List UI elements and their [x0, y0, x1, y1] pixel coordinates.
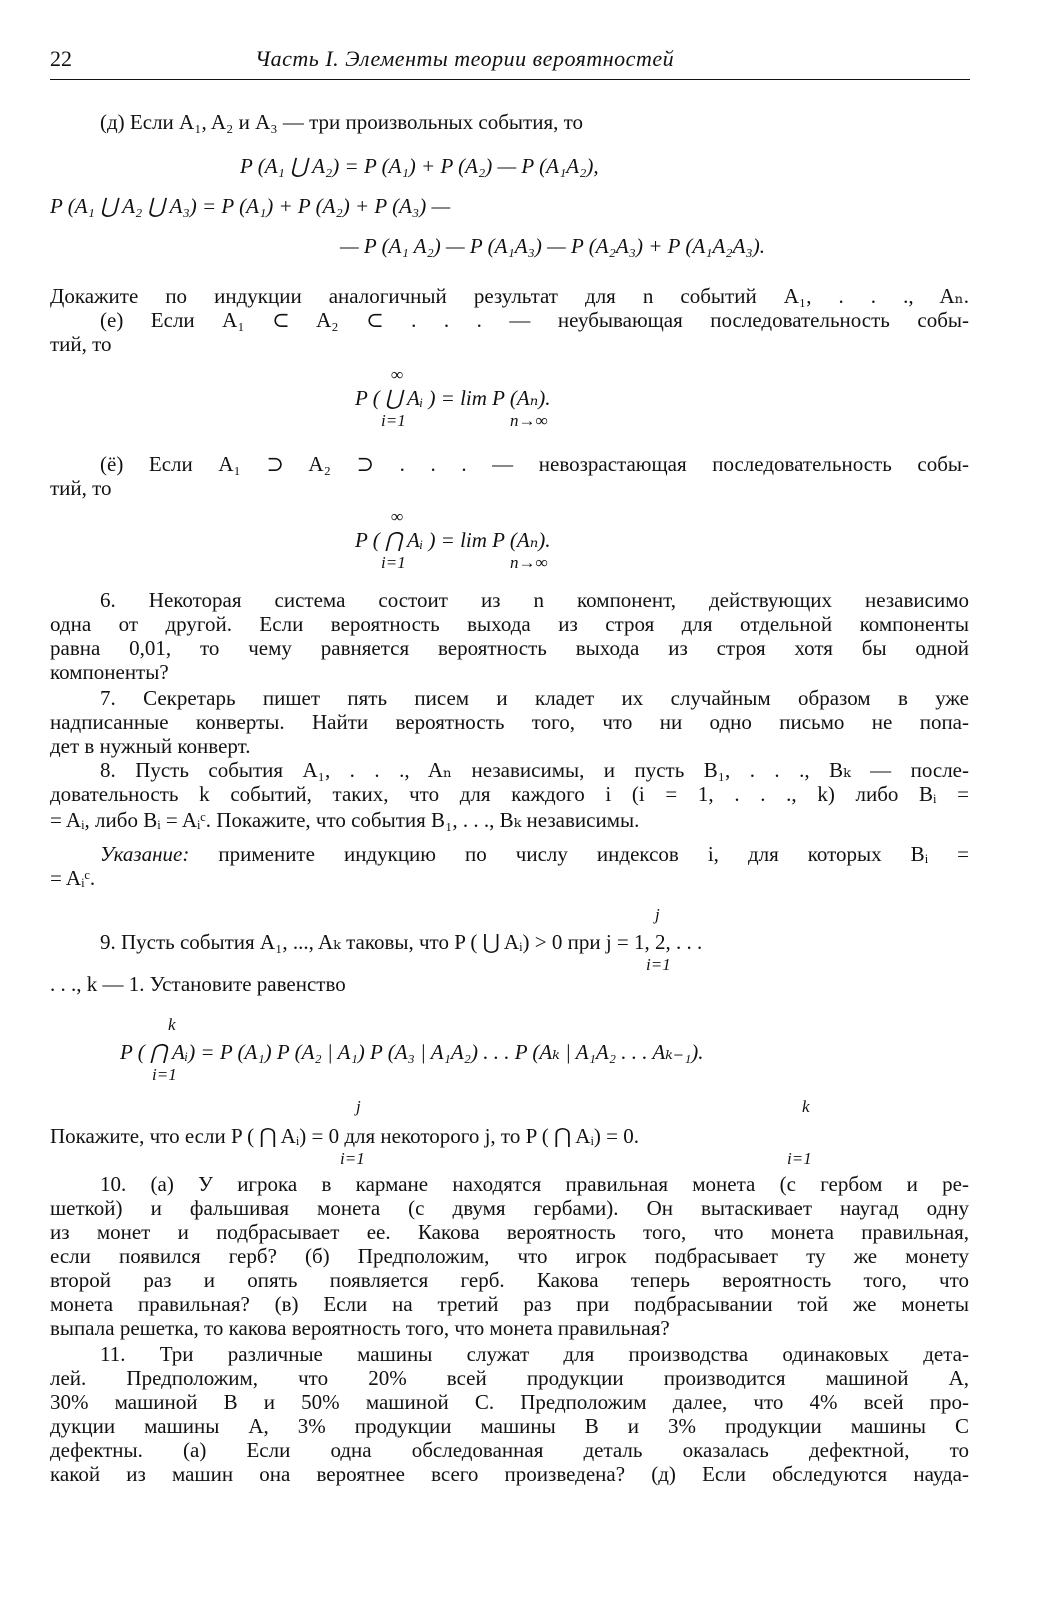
item-yo-formula: P ( ⋂ Aᵢ ) = lim P (Aₙ).	[355, 528, 551, 552]
item-yo-line-1: (ё) Если A₁ ⊃ A₂ ⊃ . . . — невозрастающая последовательность собы-	[100, 452, 969, 476]
problem-6-line-1: 6. Некоторая система состоит из n компонент, действующих независимо	[100, 588, 969, 612]
problem-11-line-6: какой из машин она вероятнее всего произведена? (д) Если обследуются науда-	[50, 1462, 969, 1486]
problem-9-show-lower-2: i=1	[787, 1149, 812, 1168]
header-rule	[50, 79, 970, 80]
problem-8-hint	[100, 842, 969, 866]
problem-10-line-5: второй раз и опять появляется герб. Какова теперь вероятность того, что	[50, 1268, 969, 1292]
problem-10-line-7: выпала решетка, то какова вероятность того, что монета правильная?	[50, 1316, 670, 1340]
problem-9-product-upper: k	[168, 1015, 176, 1034]
problem-8-hint-line-2: = Aᵢᶜ.	[50, 866, 96, 890]
running-title: Часть I. Элементы теории вероятностей	[255, 46, 675, 71]
problem-10-line-6: монета правильная? (в) Если на третий раз при подбрасывании той же монеты	[50, 1292, 969, 1316]
problem-8-line-2: довательность k событий, таких, что для каждого i (i = 1, . . ., k) либо Bᵢ =	[50, 782, 969, 806]
item-d-prove: Докажите по индукции аналогичный результат для n событий A₁, . . ., Aₙ.	[50, 284, 969, 308]
problem-11-line-4: дукции машины A, 3% продукции машины B и 3% продукции машины C	[50, 1414, 969, 1438]
problem-10-line-3: из монет и подбрасывает ее. Какова вероятность того, что монета правильная,	[50, 1220, 969, 1244]
problem-9-product-lower: i=1	[152, 1065, 177, 1084]
page-number: 22	[50, 46, 72, 71]
problem-11-line-2: лей. Предположим, что 20% всей продукции производится машиной A,	[50, 1366, 969, 1390]
problem-9-union-lower: i=1	[646, 955, 671, 974]
item-e-line-2: тий, то	[50, 332, 112, 356]
problem-9-show-lower-1: i=1	[340, 1149, 365, 1168]
problem-6-line-4: компоненты?	[50, 660, 169, 684]
item-d-formula-2b: — P (A₁ A₂) — P (A₁A₃) — P (A₂A₃) + P (A₁A₂A₃).	[340, 234, 765, 258]
problem-8-line-3: = Aᵢ, либо Bᵢ = Aᵢᶜ. Покажите, что события B₁, . . ., Bₖ независимы.	[50, 808, 640, 832]
item-e-formula: P ( ⋃ Aᵢ ) = lim P (Aₙ).	[355, 386, 551, 410]
problem-11-line-3: 30% машиной B и 50% машиной C. Предположим далее, что 4% всей про-	[50, 1390, 969, 1414]
problem-7-line-2: надписанные конверты. Найти вероятность того, что ни одно письмо не попа-	[50, 710, 969, 734]
problem-6-line-2: одна от другой. Если вероятность выхода из строя для отдельной компоненты	[50, 612, 969, 636]
problem-9-chain-formula: P ( ⋂ Aᵢ) = P (A₁) P (A₂ | A₁) P (A₃ | A₁A₂) . . . P (Aₖ | A₁A₂ . . . Aₖ₋₁).	[120, 1040, 704, 1064]
problem-10-line-4: если появился герб? (б) Предположим, что игрок подбрасывает ту же монету	[50, 1244, 969, 1268]
problem-9-show-line: Покажите, что если P ( ⋂ Aᵢ) = 0 для некоторого j, то P ( ⋂ Aᵢ) = 0.	[50, 1124, 639, 1148]
problem-11-line-5: дефектны. (а) Если одна обследованная деталь оказалась дефектной, то	[50, 1438, 969, 1462]
hint-label: Указание:	[100, 842, 190, 866]
problem-6-line-3: равна 0,01, то чему равняется вероятность выхода из строя хотя бы одной	[50, 636, 969, 660]
item-yo-limit-sub: n→∞	[510, 553, 548, 572]
item-d-formula-2a: P (A₁ ⋃ A₂ ⋃ A₃) = P (A₁) + P (A₂) + P (A₃) —	[50, 194, 451, 218]
item-e-union-upper: ∞	[391, 365, 404, 384]
problem-9-show-upper-j: j	[356, 1097, 361, 1116]
problem-11-line-1: 11. Три различные машины служат для производства одинаковых дета-	[100, 1342, 969, 1366]
problem-9-line-1: 9. Пусть события A₁, ..., Aₖ таковы, что P ( ⋃ Aᵢ) > 0 при j = 1, 2, . . .	[100, 930, 703, 954]
problem-10-line-2: шеткой) и фальшивая монета (с двумя гербами). Он вытаскивает наугад одну	[50, 1196, 969, 1220]
item-d-intro: (д) Если A₁, A₂ и A₃ — три произвольных события, то	[100, 110, 584, 134]
item-d-formula-1: P (A₁ ⋃ A₂) = P (A₁) + P (A₂) — P (A₁A₂),	[240, 154, 599, 178]
problem-7-line-3: дет в нужный конверт.	[50, 734, 251, 758]
item-e-union-lower: i=1	[381, 411, 406, 430]
problem-9-show-upper-k: k	[802, 1097, 810, 1116]
item-yo-intersection-upper: ∞	[391, 507, 404, 526]
problem-9-line-2: . . ., k — 1. Установите равенство	[50, 972, 346, 996]
problem-7-line-1: 7. Секретарь пишет пять писем и кладет их случайным образом в уже	[100, 686, 969, 710]
problem-8-line-1: 8. Пусть события A₁, . . ., Aₙ независимы, и пусть B₁, . . ., Bₖ — после-	[100, 758, 969, 782]
item-yo-intersection-lower: i=1	[381, 553, 406, 572]
item-yo-line-2: тий, то	[50, 476, 112, 500]
problem-9-union-upper: j	[655, 905, 660, 924]
item-e-line-1: (е) Если A₁ ⊂ A₂ ⊂ . . . — неубывающая последовательность собы-	[100, 308, 969, 332]
hint-text: примените индукцию по числу индексов i, для которых Bᵢ =	[189, 842, 969, 866]
item-e-limit-sub: n→∞	[510, 411, 548, 430]
problem-10-line-1: 10. (а) У игрока в кармане находятся правильная монета (с гербом и ре-	[100, 1172, 969, 1196]
